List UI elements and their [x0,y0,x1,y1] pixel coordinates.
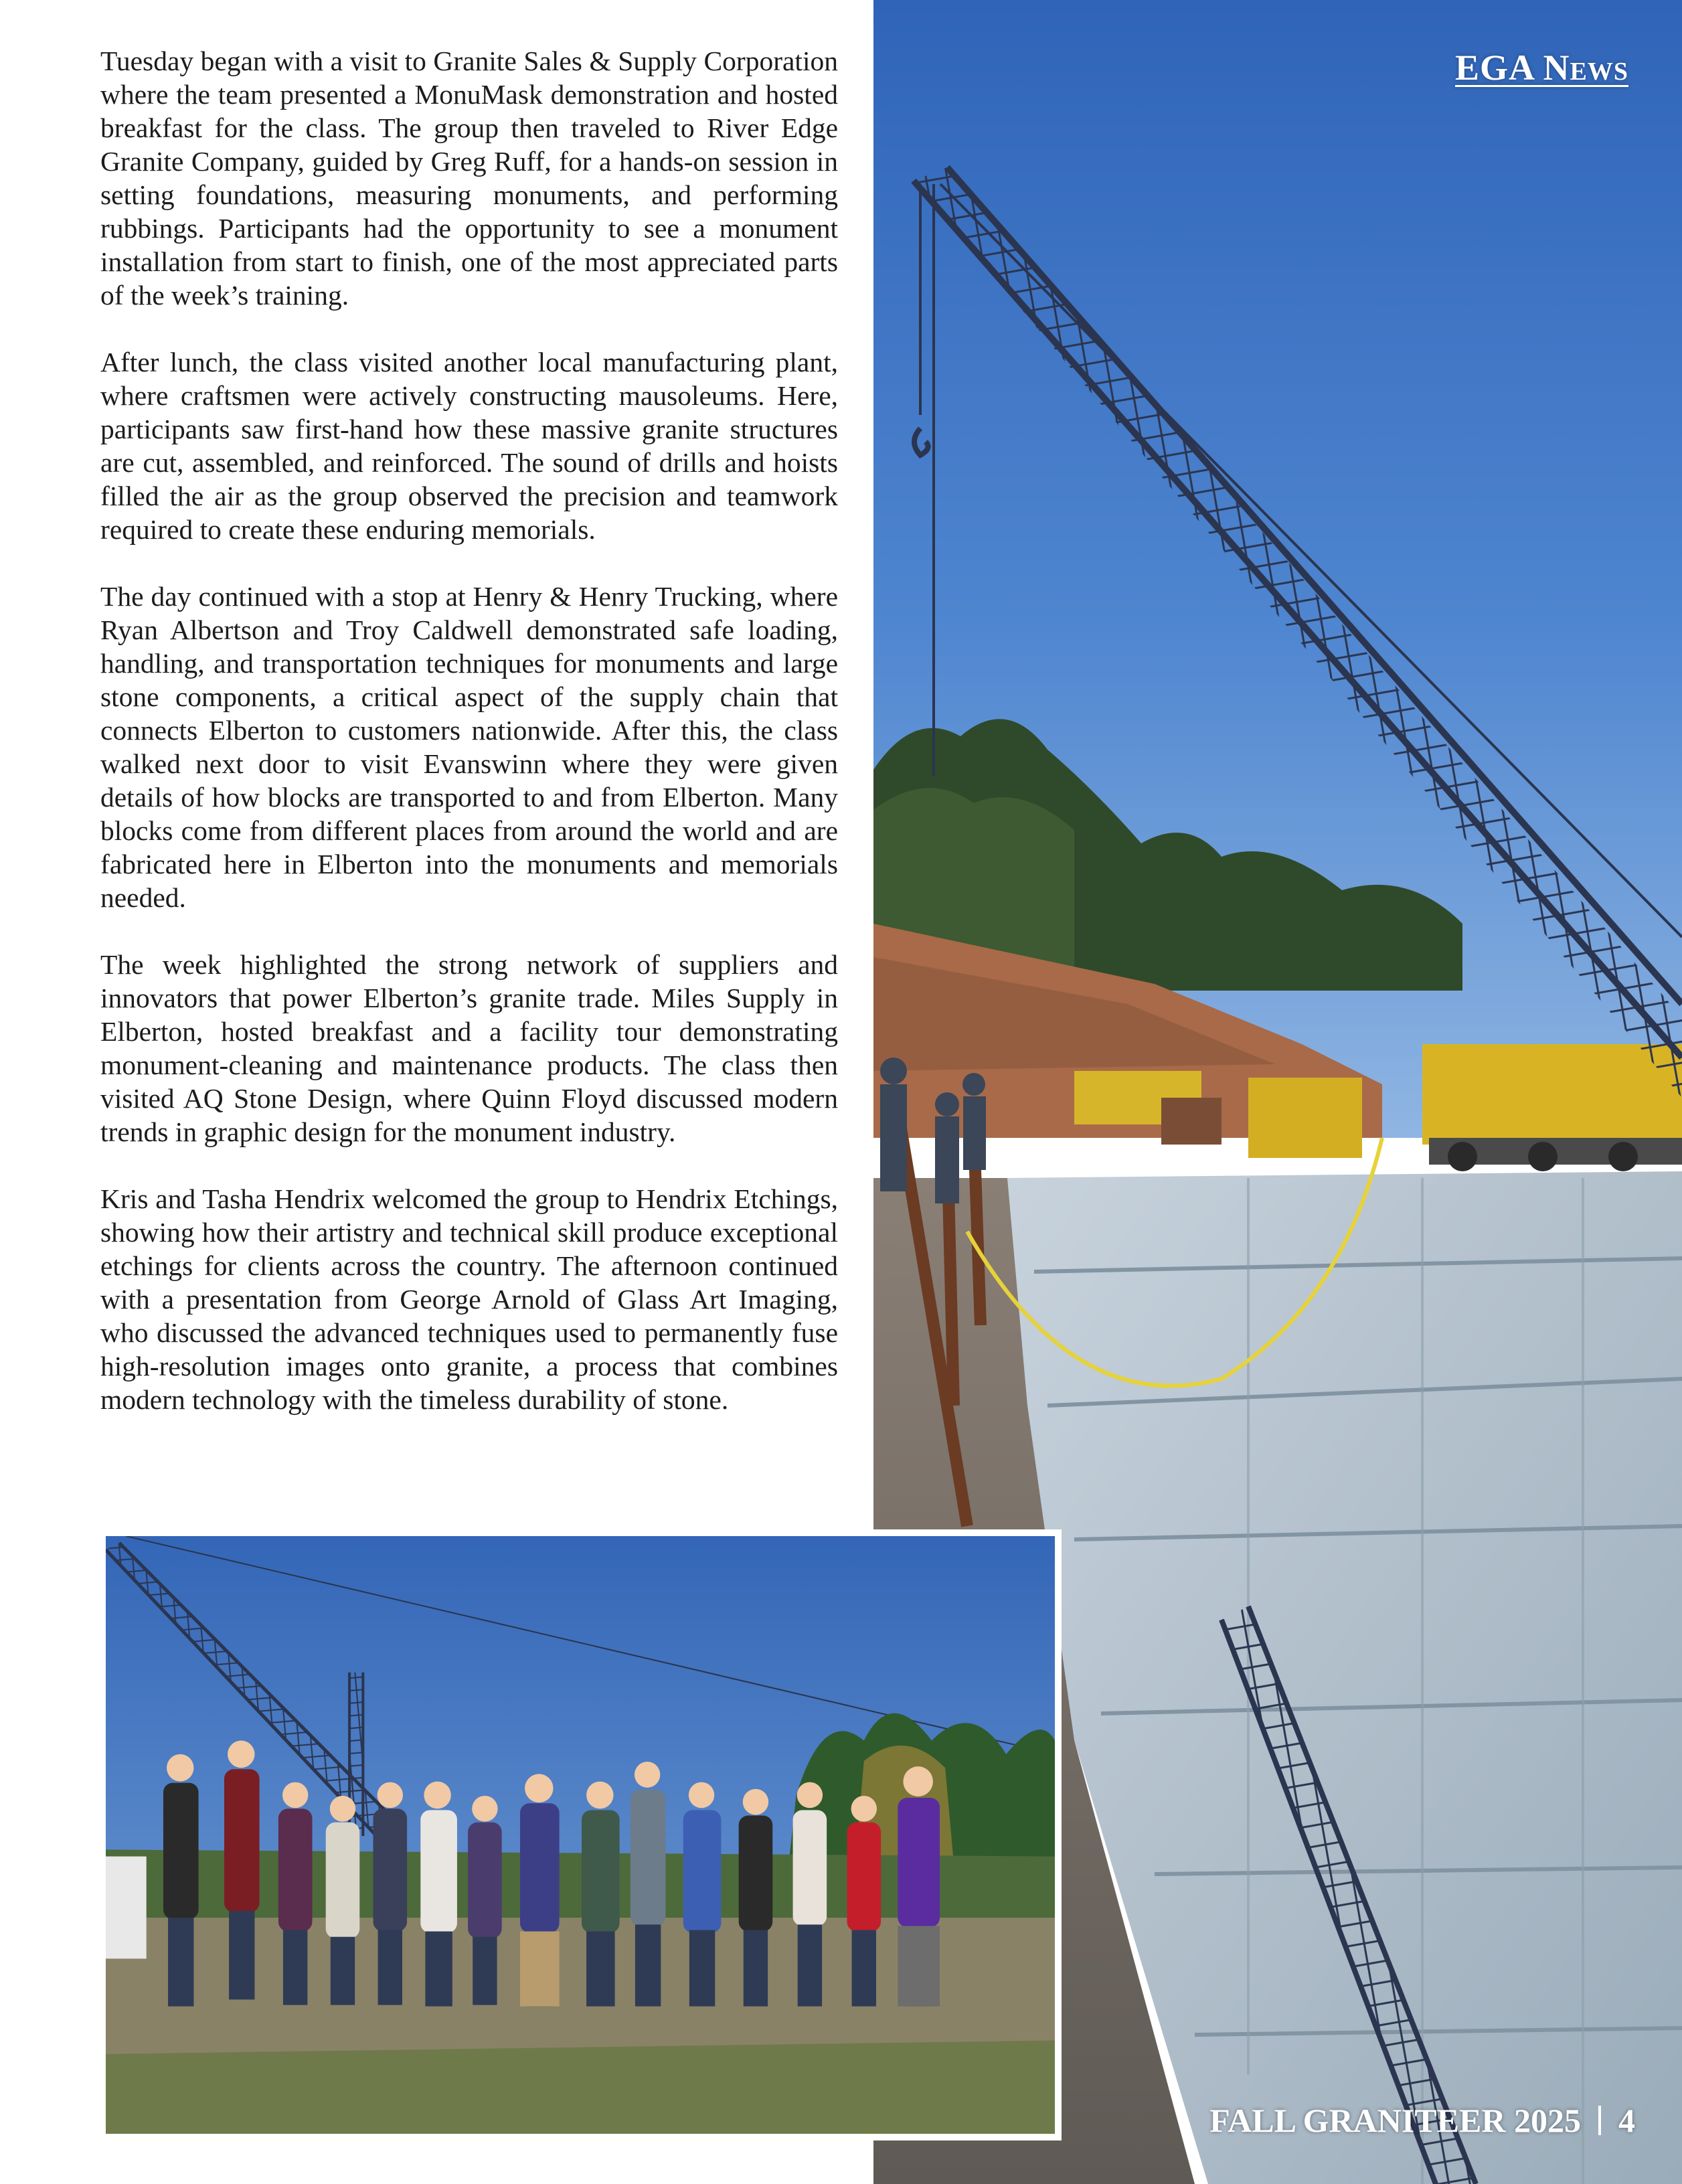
section-tag: EGA News [1454,48,1628,88]
article-paragraph-3: The day continued with a stop at Henry & Henry Trucking, where Ryan Albertson and Troy Caldwell demonstrated safe loading, handling, and transportation techniques for monuments and large stone components, a critical aspect of the supply chain that connects Elberton to customers nationwide. After this, the class walked next door to visit Evanswinn where they were given details of how blocks are transported to and from Elberton. Many blocks come from different places from around the world and are fabricated here in Elberton into the monuments and memorials needed. [100,581,838,913]
page-footer [1209,2097,1635,2144]
issue-title: FALL GRANITEER 2025 [1209,2102,1581,2139]
group-photo [100,1531,1060,2139]
article-paragraph-2: After lunch, the class visited another local manufacturing plant, where craftsmen were actively constructing mausoleums. Here, participants saw first-hand how these massive granite structures are cut, assembled, and reinforced. The sound of drills and hoists filled the air as the group observed the precision and teamwork required to create these enduring memorials. [100,347,838,545]
page-number: 4 [1618,2102,1635,2139]
footer-divider [1598,2106,1601,2135]
article-paragraph-5: Kris and Tasha Hendrix welcomed the group to Hendrix Etchings, showing how their artistry and technical skill produce exceptional etchings for clients across the country. The afternoon continued with a presentation from George Arnold of Glass Art Imaging, who discussed the advanced techniques used to permanently fuse high-resolution images onto granite, a process that combines modern technology with the timeless durability of stone. [100,1183,838,1415]
article-paragraph-4: The week highlighted the strong network of suppliers and innovators that power Elberton’s granite trade. Miles Supply in Elberton, hosted breakfast and a facility tour demonstrating monument-cleaning and maintenance products. The class then visited AQ Stone Design, where Quinn Floyd discussed modern trends in graphic design for the monument industry. [100,949,838,1147]
article-body [100,44,838,1416]
group-photo-illustration [106,1536,1055,2134]
article-paragraph-1: Tuesday began with a visit to Granite Sales & Supply Corporation where the team presented a MonuMask demonstration and hosted breakfast for the class. The group then traveled to River Edge Granite Company, guided by Greg Ruff, for a hands-on session in setting foundations, measuring monuments, and performing rubbings. Participants had the opportunity to see a monument installation from start to finish, one of the most appreciated parts of the week’s training. [100,46,838,311]
